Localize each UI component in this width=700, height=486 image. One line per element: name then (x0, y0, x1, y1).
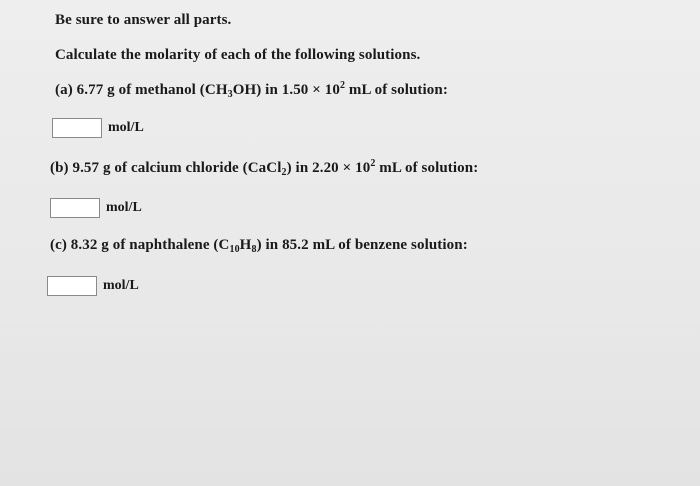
answer-input-a[interactable] (52, 118, 102, 138)
question-b-middle: ) in 2.20 × 10 (286, 160, 371, 176)
unit-label-a: mol/L (108, 120, 144, 135)
unit-label-b: mol/L (106, 200, 142, 215)
question-a-prefix: (a) 6.77 g of methanol (CH (55, 82, 228, 98)
answer-row-c (47, 276, 139, 296)
question-a-subscript: 3 (227, 89, 233, 100)
question-c-subscript-2: 8 (251, 244, 257, 255)
question-c-middle: H (239, 237, 252, 253)
question-b-suffix: mL of solution: (375, 160, 479, 176)
question-b-exponent: 2 (370, 158, 376, 169)
answer-row-a (52, 118, 144, 138)
question-c-suffix: ) in 85.2 mL of benzene solution: (256, 237, 468, 253)
task-text: Calculate the molarity of each of the following solutions. (55, 47, 421, 63)
question-b-subscript: 2 (281, 167, 287, 178)
answer-input-b[interactable] (50, 198, 100, 218)
instruction-text: Be sure to answer all parts. (55, 12, 232, 28)
question-a-suffix: mL of solution: (345, 82, 448, 98)
question-a (55, 82, 448, 99)
question-c (50, 237, 468, 254)
question-a-middle: OH) in 1.50 × 10 (232, 82, 340, 98)
answer-input-c[interactable] (47, 276, 97, 296)
question-b-prefix: (b) 9.57 g of calcium chloride (CaCl (50, 160, 282, 176)
question-c-subscript-1: 10 (229, 244, 240, 255)
question-a-exponent: 2 (339, 80, 346, 91)
question-c-prefix: (c) 8.32 g of naphthalene (C (50, 237, 230, 253)
answer-row-b (50, 198, 142, 218)
question-b (50, 160, 478, 177)
unit-label-c: mol/L (103, 278, 139, 293)
